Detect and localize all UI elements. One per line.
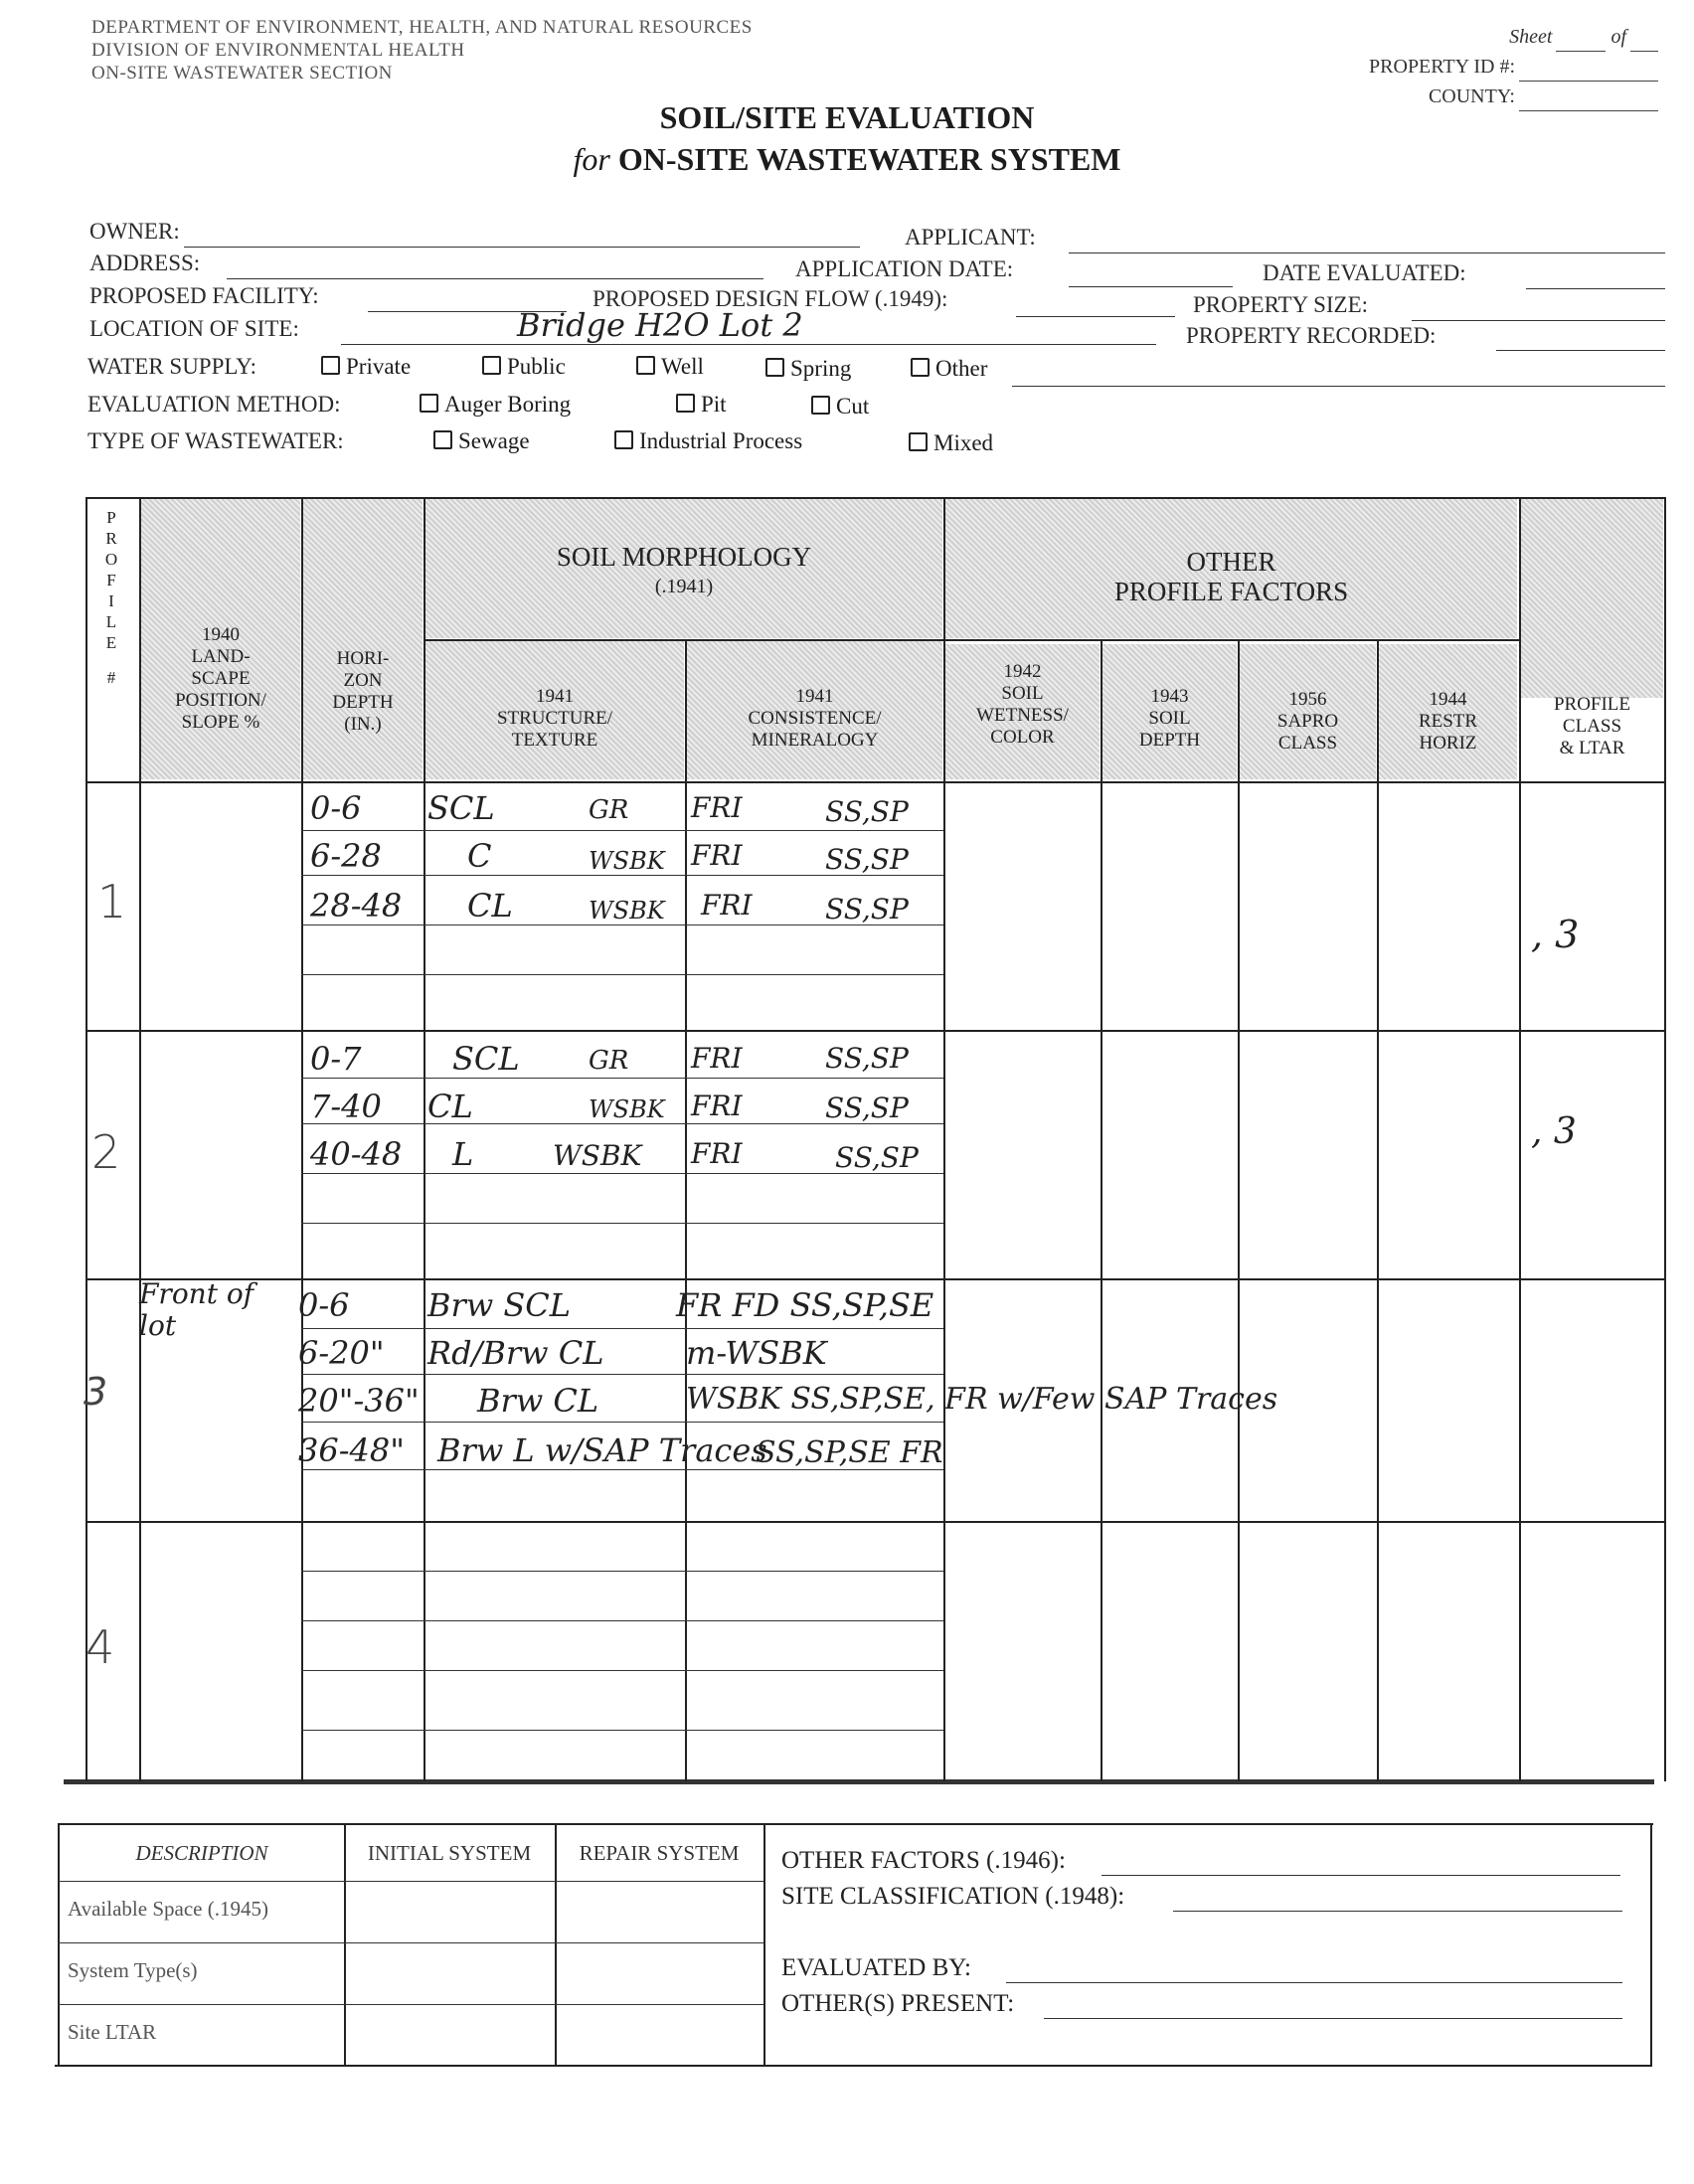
property-id-label: PROPERTY ID #: xyxy=(1369,56,1515,78)
p3-extra-1: FR FD SS,SP,SE xyxy=(676,1286,934,1324)
bottom-bottom-border xyxy=(55,2065,1650,2067)
p3-row-line xyxy=(301,1374,943,1375)
title-line2-text: ON-SITE WASTEWATER SYSTEM xyxy=(617,141,1121,177)
header-shade-profile-class xyxy=(1521,499,1663,698)
evaluation-method-label: EVALUATION METHOD: xyxy=(87,392,341,417)
evaluated-by-field[interactable] xyxy=(1006,1982,1622,1983)
soil-morphology-header: SOIL MORPHOLOGY (.1941) xyxy=(556,542,812,597)
form-title-line1: SOIL/SITE EVALUATION xyxy=(659,99,1035,135)
others-present-label: OTHER(S) PRESENT: xyxy=(781,1990,1015,2017)
soil-depth-header: 1943 SOIL DEPTH xyxy=(1138,686,1201,751)
water-other-label: Other xyxy=(935,356,988,381)
p3-row-line xyxy=(301,1422,943,1423)
p2-row-line xyxy=(301,1223,943,1224)
checkbox-icon[interactable] xyxy=(614,430,633,449)
header-sub-line xyxy=(424,639,1519,641)
wastewater-industrial-option[interactable] xyxy=(614,428,802,454)
proposed-facility-label: PROPOSED FACILITY: xyxy=(89,283,319,308)
header-bottom-line xyxy=(85,781,1666,783)
form-title-line2 xyxy=(0,141,1694,178)
agency-header xyxy=(91,16,753,84)
header-shade-horizon xyxy=(303,499,423,779)
p1-profile-class: , 3 xyxy=(1531,913,1580,956)
other-profile-factors-header: OTHER PROFILE FACTORS xyxy=(1113,547,1349,606)
horizon-depth-header: HORI- ZON DEPTH (IN.) xyxy=(332,648,394,735)
p2-profile-class: , 3 xyxy=(1531,1111,1577,1152)
profile-sep-2 xyxy=(85,1278,1666,1280)
structure-texture-header: 1941 STRUCTURE/ TEXTURE xyxy=(496,686,613,751)
checkbox-icon[interactable] xyxy=(321,356,340,375)
others-present-field[interactable] xyxy=(1044,2018,1622,2019)
landscape-header: 1940 LAND- SCAPE POSITION/ SLOPE % xyxy=(175,624,266,733)
bottom-row-line xyxy=(58,1881,763,1882)
other-factors-label: OTHER FACTORS (.1946): xyxy=(781,1847,1066,1874)
p2-structure-3: L xyxy=(452,1135,474,1173)
p1-structure-3: CL xyxy=(467,887,513,924)
available-space-label: Available Space (.1945) xyxy=(68,1897,268,1921)
owner-label: OWNER: xyxy=(89,219,180,244)
design-flow-label: PROPOSED DESIGN FLOW (.1949): xyxy=(593,286,948,311)
eval-cut-label: Cut xyxy=(836,394,870,419)
of-label: of xyxy=(1610,26,1626,48)
checkbox-icon[interactable] xyxy=(909,432,928,451)
wastewater-mixed-label: Mixed xyxy=(933,430,994,455)
table-top-border xyxy=(85,497,1666,499)
eval-pit-label: Pit xyxy=(701,392,727,417)
wastewater-sewage-option[interactable] xyxy=(433,428,530,454)
wastewater-type-label: TYPE OF WASTEWATER: xyxy=(87,428,344,453)
p2-depth-2: 7-40 xyxy=(310,1088,382,1125)
p3-row-line xyxy=(301,1328,943,1329)
location-field[interactable] xyxy=(341,344,1156,345)
checkbox-icon[interactable] xyxy=(811,396,830,415)
profile-number-2: 2 xyxy=(91,1125,121,1179)
profile-number-3: 3 xyxy=(84,1370,108,1414)
p2-depth-3: 40-48 xyxy=(310,1135,403,1173)
applicant-field[interactable] xyxy=(1069,252,1665,253)
p3-depth-4: 36-48" xyxy=(298,1431,405,1469)
sheet-info xyxy=(1369,22,1658,111)
p1-structure-1: SCL xyxy=(427,789,495,827)
p2-structure-2: CL xyxy=(427,1088,473,1125)
site-classification-label: SITE CLASSIFICATION (.1948): xyxy=(781,1883,1125,1910)
profile-number-1: 1 xyxy=(97,875,127,928)
p2-mineralogy-1: SS,SP xyxy=(825,1042,909,1075)
title-for: for xyxy=(573,141,610,177)
property-size-label: PROPERTY SIZE: xyxy=(1193,292,1369,317)
description-header: DESCRIPTION xyxy=(135,1841,268,1865)
p1-mineralogy-2: SS,SP xyxy=(825,843,909,876)
profile-number-4: 4 xyxy=(85,1620,115,1674)
agency-line-2: DIVISION OF ENVIRONMENTAL HEALTH xyxy=(91,40,465,61)
p3-text-2: Rd/Brw CL xyxy=(427,1334,604,1372)
eval-pit-option[interactable] xyxy=(676,392,727,418)
p1-row-line xyxy=(301,830,943,831)
water-spring-option[interactable] xyxy=(765,356,851,382)
checkbox-icon[interactable] xyxy=(765,358,784,377)
p1-consistence-1: FRI xyxy=(691,791,743,824)
p3-depth-2: 6-20" xyxy=(298,1334,385,1372)
p2-texture-1: GR xyxy=(589,1046,629,1076)
p1-depth-1: 0-6 xyxy=(310,789,362,827)
p2-texture-3: WSBK xyxy=(553,1139,642,1172)
profile-sep-1 xyxy=(85,1030,1666,1032)
of-field[interactable] xyxy=(1630,33,1658,52)
bottom-right-border xyxy=(1650,1823,1652,2067)
agency-line-1: DEPARTMENT OF ENVIRONMENT, HEALTH, AND NATURAL RESOURCES xyxy=(91,17,753,38)
p2-consistence-3: FRI xyxy=(691,1137,743,1170)
wastewater-industrial-label: Industrial Process xyxy=(639,428,803,453)
agency-line-3: ON-SITE WASTEWATER SECTION xyxy=(91,63,393,84)
bottom-top-border xyxy=(58,1823,1653,1825)
p1-texture-2: WSBK xyxy=(589,847,665,875)
p2-row-line xyxy=(301,1078,943,1079)
water-other-option[interactable] xyxy=(911,356,987,382)
wastewater-mixed-option[interactable] xyxy=(909,430,993,456)
application-date-label: APPLICATION DATE: xyxy=(795,256,1014,281)
water-spring-label: Spring xyxy=(790,356,852,381)
checkbox-icon[interactable] xyxy=(911,358,930,377)
address-field[interactable] xyxy=(227,278,763,279)
site-classification-field[interactable] xyxy=(1173,1911,1622,1912)
site-ltar-label: Site LTAR xyxy=(68,2020,157,2044)
p3-depth-1: 0-6 xyxy=(298,1286,350,1324)
col-line-9 xyxy=(1519,497,1521,1781)
applicant-label: APPLICANT: xyxy=(905,225,1036,250)
bottom-row-line xyxy=(58,1942,763,1943)
p3-extra-2: m-WSBK xyxy=(686,1334,827,1372)
p3-landscape: Front of lot xyxy=(139,1277,254,1342)
p1-row-line xyxy=(301,974,943,975)
p1-texture-3: WSBK xyxy=(589,897,665,924)
p4-row-line xyxy=(301,1571,943,1572)
water-supply-label: WATER SUPPLY: xyxy=(87,354,257,379)
property-size-field[interactable] xyxy=(1412,320,1665,321)
repair-system-header: REPAIR SYSTEM xyxy=(579,1841,740,1865)
p2-consistence-1: FRI xyxy=(691,1042,743,1075)
p4-row-line xyxy=(301,1620,943,1621)
design-flow-field[interactable] xyxy=(1016,316,1175,317)
col-line-6 xyxy=(1101,641,1102,1781)
p1-depth-2: 6-28 xyxy=(310,837,382,875)
p1-mineralogy-1: SS,SP xyxy=(825,795,909,828)
sheet-label: Sheet xyxy=(1509,26,1553,48)
p3-text-3: Brw CL xyxy=(477,1382,599,1420)
checkbox-icon[interactable] xyxy=(676,394,695,413)
checkbox-icon[interactable] xyxy=(482,356,501,375)
eval-auger-option[interactable] xyxy=(420,392,571,418)
sapro-class-header: 1956 SAPRO CLASS xyxy=(1276,689,1339,754)
p1-consistence-3: FRI xyxy=(701,889,753,922)
property-recorded-label: PROPERTY RECORDED: xyxy=(1186,323,1437,348)
p2-mineralogy-2: SS,SP xyxy=(825,1092,909,1124)
system-type-label: System Type(s) xyxy=(68,1958,198,1982)
property-recorded-field[interactable] xyxy=(1496,350,1665,351)
p2-consistence-2: FRI xyxy=(691,1090,743,1122)
p1-consistence-2: FRI xyxy=(691,839,743,872)
p1-depth-3: 28-48 xyxy=(310,887,403,924)
water-public-label: Public xyxy=(507,354,566,379)
eval-auger-label: Auger Boring xyxy=(444,392,572,417)
p3-depth-3: 20"-36" xyxy=(298,1382,420,1420)
p2-depth-1: 0-7 xyxy=(310,1040,362,1078)
col-line-8 xyxy=(1377,641,1379,1781)
water-well-label: Well xyxy=(661,354,704,379)
p2-structure-1: SCL xyxy=(452,1040,520,1078)
property-id-field[interactable] xyxy=(1519,63,1658,82)
water-well-option[interactable] xyxy=(636,354,704,380)
wetness-color-header: 1942 SOIL WETNESS/ COLOR xyxy=(976,661,1069,748)
consistence-mineralogy-header: 1941 CONSISTENCE/ MINERALOGY xyxy=(748,686,882,751)
p4-row-line xyxy=(301,1730,943,1731)
evaluated-by-label: EVALUATED BY: xyxy=(781,1954,971,1981)
owner-field[interactable] xyxy=(184,247,860,248)
profile-number-header: P R O F I L E # xyxy=(104,508,118,687)
p3-text-1: Brw SCL xyxy=(427,1286,572,1324)
other-factors-field[interactable] xyxy=(1101,1875,1620,1876)
sheet-field[interactable] xyxy=(1556,33,1606,52)
location-value: Bridge H2O Lot 2 xyxy=(517,306,803,344)
p3-text-4: Brw L w/SAP Traces xyxy=(437,1431,767,1469)
p4-row-line xyxy=(301,1670,943,1671)
water-private-option[interactable] xyxy=(321,354,411,380)
p1-mineralogy-3: SS,SP xyxy=(825,893,909,925)
checkbox-icon[interactable] xyxy=(433,430,452,449)
location-label: LOCATION OF SITE: xyxy=(89,316,299,341)
wastewater-sewage-label: Sewage xyxy=(458,428,530,453)
date-evaluated-field[interactable] xyxy=(1526,288,1665,289)
application-date-field[interactable] xyxy=(1069,286,1233,287)
p3-extra-4: SS,SP,SE FR xyxy=(756,1435,943,1470)
p1-texture-1: GR xyxy=(589,795,629,825)
checkbox-icon[interactable] xyxy=(636,356,655,375)
restr-horiz-header: 1944 RESTR HORIZ xyxy=(1418,689,1478,754)
checkbox-icon[interactable] xyxy=(420,394,438,413)
eval-cut-option[interactable] xyxy=(811,394,869,420)
col-line-4 xyxy=(685,641,687,1781)
water-private-label: Private xyxy=(346,354,412,379)
bottom-row-line xyxy=(58,2004,763,2005)
p2-texture-2: WSBK xyxy=(589,1095,665,1123)
county-label: COUNTY: xyxy=(1428,85,1515,107)
initial-system-header: INITIAL SYSTEM xyxy=(367,1841,532,1865)
water-public-option[interactable] xyxy=(482,354,566,380)
col-line-7 xyxy=(1238,641,1240,1781)
date-evaluated-label: DATE EVALUATED: xyxy=(1263,260,1466,285)
water-other-field[interactable] xyxy=(1012,386,1665,387)
p1-structure-2: C xyxy=(467,837,492,875)
profile-sep-3 xyxy=(85,1521,1666,1523)
p2-mineralogy-3: SS,SP xyxy=(835,1141,919,1174)
address-label: ADDRESS: xyxy=(89,251,201,275)
bottom-col-3 xyxy=(763,1823,765,2067)
profile-class-header: PROFILE CLASS & LTAR xyxy=(1553,694,1631,758)
p3-extra-3: WSBK SS,SP,SE, FR w/Few SAP Traces xyxy=(686,1382,1278,1417)
table-left-border xyxy=(85,497,87,1781)
table-right-border xyxy=(1664,497,1666,1781)
